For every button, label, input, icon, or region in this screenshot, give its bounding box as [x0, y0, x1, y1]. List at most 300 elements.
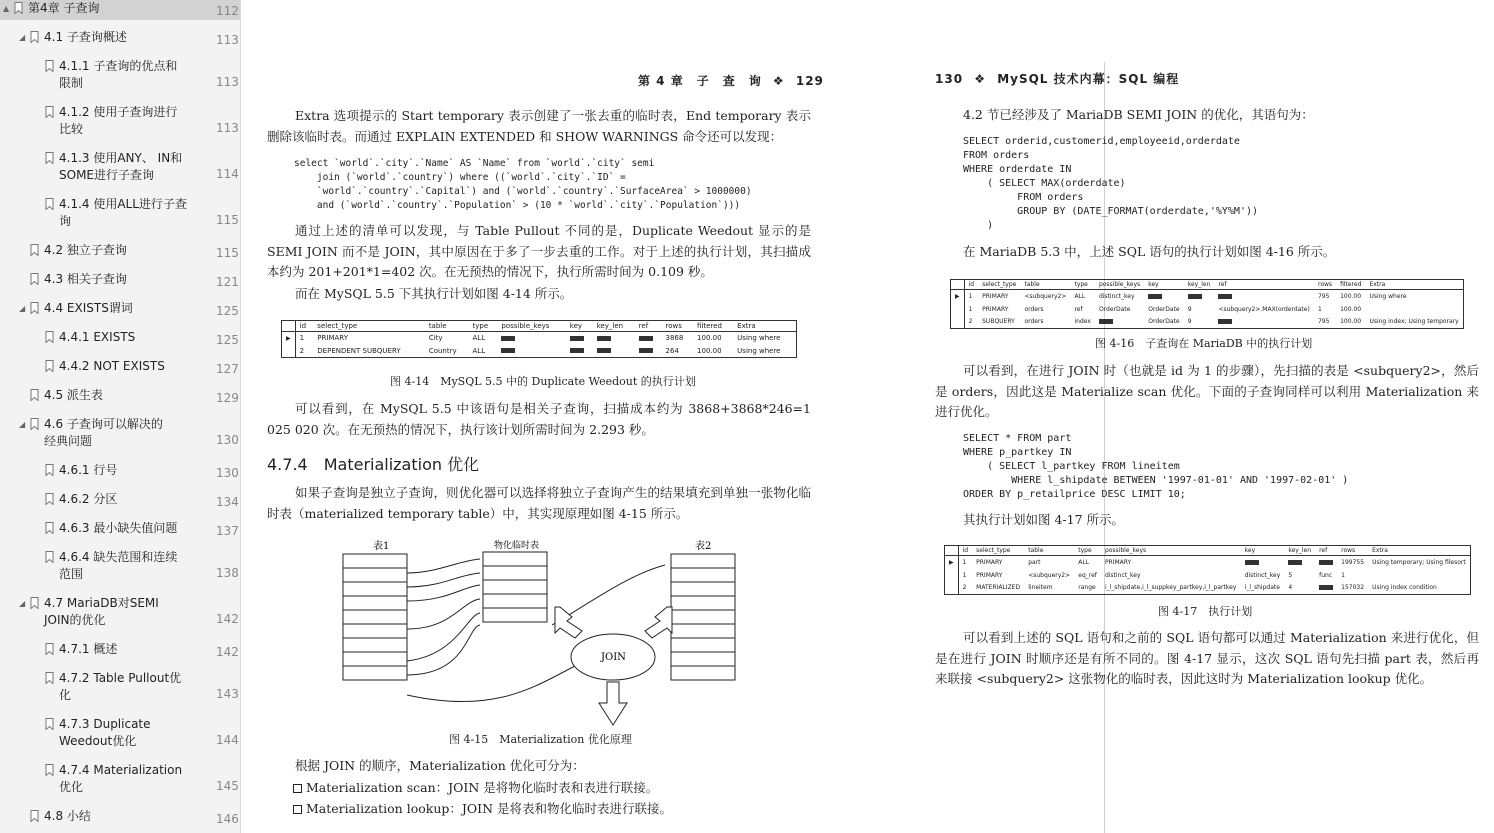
table-cell: [635, 332, 662, 345]
paragraph: 可以看到，在进行 JOIN 时（也就是 id 为 1 的步骤），先扫描的表是 <subquery2>，然后是 orders，因此这是 Materialize scan 优化。下面的子查询同样可以利用 Materialization 来进行优化。: [935, 363, 1479, 419]
toc-label: 4.1.4 使用ALL进行子查询: [59, 197, 187, 228]
diagram-join-label: JOIN: [601, 652, 626, 663]
table-cell: Country: [428, 346, 457, 355]
paragraph: 可以看到上述的 SQL 语句和之前的 SQL 语句都可以通过 Materialization 来进行优化，但是在进行 JOIN 时顺序还是有所不同的。图 4-17 显示，这次 SQL 语句先扫描 part 表，然后再来联接 <subquery2> 这张物化的临时表，因此这时为 Materialization lookup 优化。: [935, 630, 1479, 686]
table-cell: distinct_key: [1098, 292, 1135, 300]
table-cell: DEPENDENT SUBQUERY: [317, 346, 401, 355]
column-header: ref: [635, 321, 662, 332]
column-header: key: [1144, 280, 1183, 290]
table-cell: 4: [1288, 584, 1293, 592]
table-cell: [1368, 569, 1470, 582]
toc-label: 4.7.1 概述: [59, 642, 118, 656]
arrow: [407, 559, 480, 573]
table-row-box: [483, 580, 547, 594]
table-row-box: [671, 596, 735, 610]
toc-page-number: 127: [216, 362, 239, 376]
code-block: SELECT orderid,customerid,employeeid,orderdate FROM orders WHERE orderdate IN ( SELECT MAX(orderdate) FROM orders GROUP BY (DATE_FORMAT(orderdate,'%Y%M')) ): [963, 136, 1259, 231]
null-marker-icon: [501, 336, 515, 341]
table-cell: PRIMARY: [982, 305, 1009, 313]
code-block: select `world`.`city`.`Name` AS `Name` from `world`.`city` semi join (`world`.`country`) where ((`world`.`city`.`ID` = `world`.`country`.`Capital`) and (`world`.`country`.`SurfaceArea` > 1000000) and (`world`.`country`.`Population` > (10 * `world`.`city`.`Population`))): [294, 158, 752, 211]
table-cell: 9: [1187, 318, 1192, 326]
toc-page-number: 125: [216, 304, 239, 318]
table-row: ▶ 1 PRIMARY <subquery2> ALL distinct_key 795 100.00 Using where: [951, 290, 1464, 303]
table-cell: [635, 345, 662, 358]
bookmark-icon: [45, 106, 54, 118]
table-cell: 100.00: [1340, 292, 1362, 300]
toc-item[interactable]: [0, 271, 240, 291]
paragraph: 其执行计划如图 4-17 所示。: [963, 512, 1125, 527]
paragraph: 通过上述的清单可以发现，与 Table Pullout 不同的是，Duplicate Weedout 显示的是 SEMI JOIN 而不是 JOIN，其中原因在于多了一步去重的工作。对于上述的执行计划，其扫描成本约为 201+201*1=402 次。在无预热的情况下，执行所需时间为 0.109 秒。: [267, 223, 811, 279]
figure-caption: 图 4-15 Materialization 优化原理: [449, 733, 632, 746]
table-cell: distinct_key: [1244, 571, 1281, 579]
table-cell: 795: [1317, 318, 1330, 326]
toc-label: 4.1.2 使用子查询进行比较: [59, 105, 178, 136]
table-row: [945, 582, 1471, 595]
toc-label: 4.4 EXISTS谓词: [44, 301, 133, 315]
table-cell: [593, 332, 635, 345]
column-header: possible_keys: [497, 321, 565, 332]
toc-label: 4.6.3 最小缺失值问题: [59, 521, 178, 535]
arrow: [407, 573, 480, 587]
bookmark-icon: [45, 522, 54, 534]
table-cell: lineitem: [1028, 584, 1053, 592]
paragraph: 在 MariaDB 5.3 中，上述 SQL 语句的执行计划如图 4-16 所示。: [963, 244, 1336, 259]
toc-label: 4.7.2 Table Pullout优化: [59, 671, 182, 702]
table-cell: 1: [968, 292, 973, 300]
header-book-title: MySQL 技术内幕：SQL 编程: [997, 72, 1180, 86]
table-cell: 157032: [1341, 584, 1365, 592]
explain-table-4-17: [944, 545, 1471, 595]
table-cell: i_l_shipdate,i_l_suppkey_partkey,i_l_partkey: [1104, 584, 1237, 592]
toc-page-number: 137: [216, 524, 239, 538]
table-cell: [1365, 303, 1463, 316]
table-cell: i_l_shipdate: [1244, 584, 1280, 592]
bookmark-icon: [45, 718, 54, 730]
table-cell: 100.00: [697, 346, 722, 355]
toc-item[interactable]: [0, 329, 240, 349]
table-cell: 5: [1288, 571, 1293, 579]
toc-page-number: 113: [216, 33, 239, 47]
table-row-box: [483, 608, 547, 622]
table-cell: part: [1028, 558, 1041, 566]
table-cell: ref: [1074, 305, 1083, 313]
toc-label: 4.1 子查询概述: [44, 30, 127, 44]
column-header: key: [1241, 546, 1285, 556]
table-row-box: [343, 554, 407, 568]
toc-item[interactable]: [0, 0, 240, 20]
table-cell: PRIMARY: [317, 334, 348, 343]
expand-toggle-icon[interactable]: ◢: [19, 599, 26, 608]
table-cell: 3868: [665, 334, 684, 343]
toc-item[interactable]: [0, 387, 240, 407]
table-cell: SUBQUERY: [982, 318, 1015, 326]
table-cell: <subquery2>: [1028, 571, 1071, 579]
toc-item[interactable]: [0, 416, 240, 453]
bookmark-icon: [30, 597, 39, 609]
table-cell: ALL: [472, 334, 486, 343]
table-cell: 1: [968, 305, 973, 313]
table-cell: [1184, 290, 1215, 303]
table-row-box: [343, 610, 407, 624]
column-header: key_len: [593, 321, 635, 332]
column-header: possible_keys: [1095, 280, 1144, 290]
column-header: type: [469, 321, 498, 332]
figure-caption: 图 4-17 执行计划: [1158, 605, 1253, 618]
code-block: SELECT * FROM part WHERE p_partkey IN ( SELECT l_partkey FROM lineitem WHERE l_shipdate BETWEEN '1997-01-01' AND '1997-02-01' ) ORDER BY p_retailprice DESC LIMIT 10;: [963, 433, 1349, 500]
toc-label: 4.8 小结: [44, 809, 91, 823]
arrow: [407, 585, 480, 601]
column-header: type: [1074, 546, 1101, 556]
paragraph: Extra 选项提示的 Start temporary 表示创建了一张去重的临时表，End temporary 表示删除该临时表。而通过 EXPLAIN EXTENDED 和 SHOW WARNINGS 命令还可以发现：: [267, 108, 811, 144]
figure-caption: 图 4-14 MySQL 5.5 中的 Duplicate Weedout 的执行计划: [390, 375, 696, 388]
null-marker-icon: [597, 348, 611, 353]
table-row-box: [343, 666, 407, 680]
explain-table-4-16: [950, 279, 1464, 329]
left-page-number: 129: [795, 74, 824, 88]
table-cell: orders: [1024, 318, 1044, 326]
column-header: ref: [1315, 546, 1337, 556]
null-marker-icon: [1319, 585, 1333, 590]
paragraph: 可以看到，在 MySQL 5.5 中该语句是相关子查询，扫描成本约为 3868+3868*246=1 025 020 次。在无预热的情况下，执行该计划所需时间为 2.293 秒。: [267, 401, 811, 437]
toc-item[interactable]: [0, 595, 240, 632]
column-header: rows: [1337, 546, 1368, 556]
toc-page-number: 113: [216, 121, 239, 135]
table-cell: 1: [962, 558, 967, 566]
table-row-box: [343, 652, 407, 666]
table-row-box: [671, 652, 735, 666]
toc-label: 4.2 独立子查询: [44, 243, 127, 257]
null-marker-icon: [1099, 319, 1113, 324]
toc-item[interactable]: [0, 462, 240, 482]
column-header: type: [1070, 280, 1094, 290]
bookmark-icon: [45, 360, 54, 372]
table-cell: ALL: [1078, 558, 1090, 566]
table-cell: Using index; Using temporary: [1369, 318, 1459, 326]
null-marker-icon: [1319, 560, 1333, 565]
table-cell: eq_ref: [1078, 571, 1097, 579]
section-heading: 4.7.4 Materialization 优化: [267, 455, 480, 474]
null-marker-icon: [1218, 294, 1232, 299]
toc-page-number: 125: [216, 333, 239, 347]
null-marker-icon: [1218, 319, 1232, 324]
arrow: [407, 613, 480, 661]
table-cell: [1241, 556, 1285, 569]
table-cell: MATERIALIZED: [976, 584, 1021, 592]
bookmark-icon: [30, 418, 39, 430]
ornament-icon: ❖: [974, 72, 987, 86]
arrow: [407, 625, 480, 675]
null-marker-icon: [639, 348, 653, 353]
toc-item[interactable]: [0, 104, 240, 141]
toc-label: 4.4.2 NOT EXISTS: [59, 359, 165, 373]
toc-page-number: 146: [216, 812, 239, 826]
bookmark-icon: [30, 389, 39, 401]
toc-item[interactable]: [0, 762, 240, 799]
toc-item[interactable]: [0, 358, 240, 378]
table-cell: [1214, 316, 1314, 329]
toc-item[interactable]: [0, 300, 240, 320]
null-marker-icon: [501, 348, 515, 353]
table-row: ▶ 1 PRIMARY part ALL PRIMARY 199755 Using temporary; Using filesort: [945, 556, 1471, 569]
table-row: [951, 316, 1464, 329]
explain-table-4-14: [281, 320, 797, 358]
column-header: id: [964, 280, 978, 290]
toc-item[interactable]: [0, 549, 240, 586]
checkbox-bullet-icon: [293, 784, 302, 793]
table-row: [945, 569, 1471, 582]
materialization-diagram: [337, 535, 747, 730]
table-cell: PRIMARY: [976, 558, 1003, 566]
table-cell: [1315, 556, 1337, 569]
toc-label: 4.1.1 子查询的优点和限制: [59, 59, 178, 90]
diagram-label-temp: 物化临时表: [494, 541, 540, 551]
toc-page-number: 130: [216, 433, 239, 447]
null-marker-icon: [1188, 294, 1202, 299]
figure-caption: 图 4-16 子查询在 MariaDB 中的执行计划: [1095, 337, 1313, 350]
toc-page-number: 142: [216, 645, 239, 659]
table-cell: 9: [1187, 305, 1192, 313]
bookmark-icon: [45, 493, 54, 505]
table-row-box: [671, 666, 735, 680]
toc-label: 4.6.2 分区: [59, 492, 118, 506]
toc-page-number: 115: [216, 246, 239, 260]
toc-label: 第4章 子查询: [28, 1, 100, 15]
toc-page-number: 115: [216, 213, 239, 227]
toc-item[interactable]: [0, 242, 240, 262]
table-cell: OrderDate: [1148, 318, 1180, 326]
table-cell: [1214, 290, 1314, 303]
table-cell: Using where: [1369, 292, 1407, 300]
block-arrow: [555, 607, 582, 638]
table-cell: 795: [1317, 292, 1330, 300]
checkbox-bullet-icon: [293, 805, 302, 814]
toc-item[interactable]: [0, 196, 240, 233]
header-chapter: 第 4 章 子 查 询: [638, 74, 762, 88]
null-marker-icon: [597, 336, 611, 341]
toc-sidebar: [0, 0, 241, 833]
table-cell: range: [1078, 584, 1096, 592]
list-item: Materialization lookup：JOIN 是将表和物化临时表进行联接。: [293, 799, 672, 819]
table-cell: OrderDate: [1098, 305, 1131, 313]
toc-label: 4.5 派生表: [44, 388, 103, 402]
temp-table-rows: [483, 552, 547, 622]
table-cell: ALL: [472, 346, 486, 355]
table-cell: <subquery2>.MAX(orderdate): [1218, 305, 1310, 313]
column-header: filtered: [1336, 280, 1365, 290]
table-cell: func: [1319, 571, 1333, 579]
toc-page-number: 113: [216, 75, 239, 89]
column-header: filtered: [693, 321, 733, 332]
table-row: [282, 345, 797, 358]
toc-label: 4.7.3 Duplicate Weedout优化: [59, 717, 151, 748]
expand-toggle-icon[interactable]: ◢: [19, 420, 26, 429]
table-row-box: [343, 582, 407, 596]
bookmark-icon: [30, 810, 39, 822]
bookmark-icon: [45, 152, 54, 164]
null-marker-icon: [639, 336, 653, 341]
column-header: id: [295, 321, 313, 332]
toc-item[interactable]: [0, 491, 240, 511]
column-header: select_type: [313, 321, 425, 332]
table-cell: <subquery2>: [1024, 292, 1067, 300]
table-cell: Using temporary; Using filesort: [1372, 558, 1466, 566]
toc-item[interactable]: [0, 670, 240, 707]
table-cell: [497, 332, 565, 345]
null-marker-icon: [1245, 560, 1259, 565]
table-cell: 2: [962, 584, 967, 592]
bookmark-icon: [30, 244, 39, 256]
toc-page-number: 134: [216, 495, 239, 509]
column-header: possible_keys: [1101, 546, 1241, 556]
column-header: Extra: [733, 321, 796, 332]
column-header: rows: [662, 321, 694, 332]
block-arrow: [645, 607, 672, 638]
toc-page-number: 142: [216, 612, 239, 626]
document-view: [242, 0, 1494, 833]
table-cell: 100.00: [1340, 318, 1362, 326]
bookmark-icon: [30, 31, 39, 43]
table-cell: Using where: [737, 346, 781, 355]
paragraph: 而在 MySQL 5.5 下其执行计划如图 4-14 所示。: [295, 286, 573, 301]
toc-item[interactable]: [0, 808, 240, 828]
bookmark-icon: [45, 643, 54, 655]
bookmark-icon: [45, 464, 54, 476]
diagram-label-table2: 表2: [695, 541, 712, 552]
table-cell: [566, 332, 593, 345]
bookmark-icon: [45, 672, 54, 684]
toc-page-number: 138: [216, 566, 239, 580]
bookmark-icon: [30, 273, 39, 285]
table-cell: orders: [1024, 305, 1044, 313]
table-cell: PRIMARY: [982, 292, 1009, 300]
column-header: select_type: [978, 280, 1020, 290]
table1-rows: [343, 554, 407, 680]
table-cell: Using index condition: [1372, 584, 1437, 592]
table-cell: 199755: [1341, 558, 1365, 566]
diagram-label-table1: 表1: [373, 541, 390, 552]
expand-toggle-icon[interactable]: ◢: [19, 304, 26, 313]
toc-item[interactable]: [0, 716, 240, 753]
table-cell: PRIMARY: [976, 571, 1003, 579]
table-cell: index: [1074, 318, 1091, 326]
bookmark-icon: [14, 2, 23, 14]
column-header: key_len: [1284, 546, 1315, 556]
column-header: rows: [1314, 280, 1336, 290]
toc-label: 4.3 相关子查询: [44, 272, 127, 286]
table-row-box: [671, 624, 735, 638]
toc-label: 4.7 MariaDB对SEMI JOIN的优化: [44, 596, 159, 627]
table-row-box: [343, 638, 407, 652]
bookmark-icon: [45, 551, 54, 563]
table-row-box: [343, 568, 407, 582]
table-cell: Using where: [737, 334, 781, 343]
right-page-header: [935, 70, 1179, 87]
table-cell: [593, 345, 635, 358]
column-header: table: [1020, 280, 1070, 290]
table-cell: [1144, 290, 1183, 303]
table-cell: [497, 345, 565, 358]
right-page-number: 130: [935, 72, 964, 86]
bookmark-icon: [30, 302, 39, 314]
null-marker-icon: [570, 336, 584, 341]
column-header: select_type: [972, 546, 1024, 556]
toc-page-number: 143: [216, 687, 239, 701]
toc-page-number: 129: [216, 391, 239, 405]
table-row: [951, 303, 1464, 316]
column-header: Extra: [1365, 280, 1463, 290]
arrow: [407, 599, 480, 629]
toc-page-number: 130: [216, 466, 239, 480]
column-header: table: [1024, 546, 1074, 556]
toc-page-number: 114: [216, 167, 239, 181]
expand-toggle-icon[interactable]: ◢: [19, 33, 26, 42]
table-row-box: [483, 566, 547, 580]
table-cell: 1: [1341, 571, 1345, 579]
table-cell: ALL: [1074, 292, 1086, 300]
table-cell: [566, 345, 593, 358]
ornament-icon: ❖: [772, 74, 785, 88]
toc-item[interactable]: [0, 641, 240, 661]
table-row-box: [671, 610, 735, 624]
paragraph: 如果子查询是独立子查询，则优化器可以选择将独立子查询产生的结果填充到单独一张物化临时表（materialized temporary table）中，其实现原理如图 4-15 所示。: [267, 485, 811, 521]
table-cell: PRIMARY: [1104, 558, 1132, 566]
column-header: Extra: [1368, 546, 1470, 556]
toc-label: 4.7.4 Materialization优化: [59, 763, 183, 794]
table-cell: OrderDate: [1148, 305, 1180, 313]
column-header: id: [958, 546, 972, 556]
toc-label: 4.6 子查询可以解决的经典问题: [44, 417, 163, 448]
table-cell: distinct_key: [1104, 571, 1141, 579]
toc-item[interactable]: [0, 150, 240, 187]
table-cell: 2: [299, 346, 305, 355]
arrow: [407, 665, 577, 702]
column-header: key_len: [1184, 280, 1215, 290]
bookmark-icon: [45, 764, 54, 776]
toc-item[interactable]: [0, 520, 240, 540]
toc-item[interactable]: [0, 58, 240, 95]
table2-rows: [671, 554, 735, 680]
toc-label: 4.4.1 EXISTS: [59, 330, 136, 344]
column-header: table: [425, 321, 469, 332]
table-row-box: [343, 596, 407, 610]
table-row-box: [343, 624, 407, 638]
block-arrow-down: [599, 682, 627, 725]
table-row-box: [671, 568, 735, 582]
column-header: ref: [1214, 280, 1314, 290]
bookmark-icon: [45, 198, 54, 210]
table-row-box: [671, 582, 735, 596]
table-row-box: [483, 552, 547, 566]
table-cell: 100.00: [697, 334, 722, 343]
toc-label: 4.6.1 行号: [59, 463, 118, 477]
toc-item[interactable]: [0, 29, 240, 49]
list-item: Materialization scan：JOIN 是将物化临时表和表进行联接。: [293, 778, 658, 798]
table-cell: 2: [968, 318, 973, 326]
table-cell: [1284, 556, 1315, 569]
expand-toggle-icon[interactable]: ▲: [3, 4, 10, 13]
table-cell: City: [428, 334, 443, 343]
table-cell: 1: [299, 334, 305, 343]
null-marker-icon: [570, 348, 584, 353]
column-header: key: [566, 321, 593, 332]
bookmark-icon: [45, 331, 54, 343]
table-cell: [1095, 316, 1144, 329]
paragraph: 4.2 节已经涉及了 MariaDB SEMI JOIN 的优化，其语句为：: [963, 107, 1314, 122]
null-marker-icon: [1288, 560, 1302, 565]
paragraph: 根据 JOIN 的顺序，Materialization 优化可分为：: [295, 758, 585, 773]
table-cell: 264: [665, 346, 679, 355]
toc-page-number: 144: [216, 733, 239, 747]
